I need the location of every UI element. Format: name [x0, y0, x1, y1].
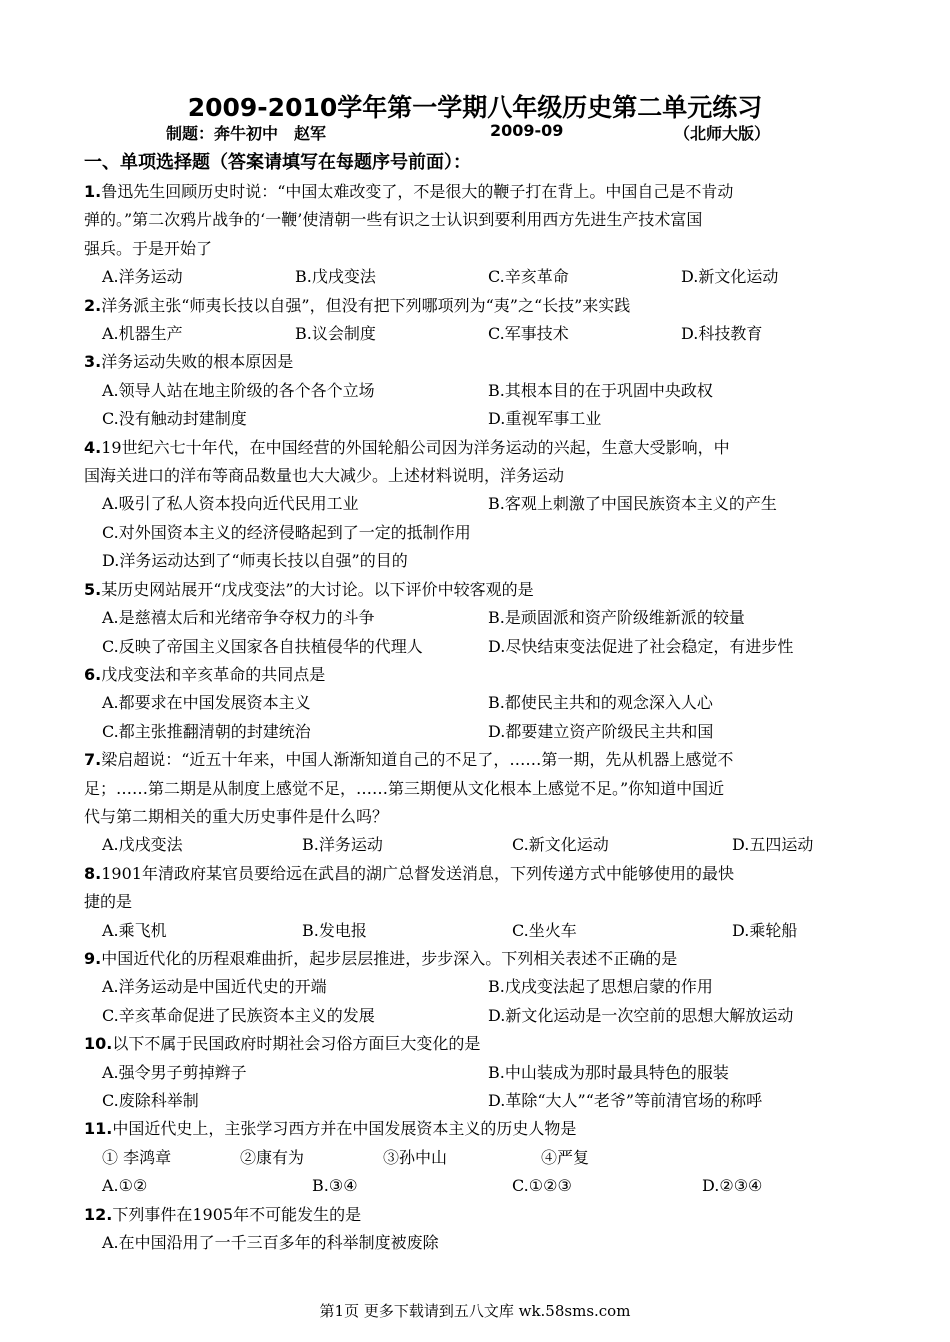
question-text: 下列事件在1905年不可能发生的是: [112, 1204, 362, 1224]
option-b: B.发电报: [302, 920, 367, 940]
option-d: D.五四运动: [732, 835, 814, 855]
options-row: [84, 490, 874, 518]
options-row: [84, 1059, 874, 1087]
options-row: [84, 320, 874, 348]
section-title: 一、单项选择题（答案请填写在每题序号前面）：: [84, 152, 471, 173]
question-text: 足；……第二期是从制度上感觉不足，……第三期便从文化根本上感觉不足。”你知道中国近: [84, 778, 725, 798]
question-4: [84, 434, 874, 576]
option-c: C.对外国资本主义的经济侵略起到了一定的抵制作用: [102, 522, 471, 542]
options-row: [84, 604, 874, 632]
option-b: B.洋务运动: [302, 835, 383, 855]
question-10: [84, 1030, 874, 1115]
options-row: [84, 718, 874, 746]
question-5: [84, 576, 874, 661]
option-c: C.都主张推翻清朝的封建统治: [102, 721, 311, 741]
option-c: C.废除科举制: [102, 1091, 199, 1110]
options-row: [84, 263, 874, 291]
options-row: [84, 405, 874, 433]
option-b: B.③④: [312, 1176, 358, 1196]
question-text: 代与第二期相关的重大历史事件是什么吗？: [84, 806, 389, 826]
option-d: D.②③④: [702, 1176, 763, 1196]
question-11: [84, 1115, 874, 1200]
question-1: [84, 178, 874, 292]
question-number: 7.: [84, 750, 102, 770]
option-a: A.强令男子剪掉辫子: [102, 1062, 247, 1082]
question-number: 3.: [84, 352, 102, 372]
options-row: [84, 633, 874, 661]
option-c: C.①②③: [512, 1176, 572, 1196]
question-number: 12.: [84, 1204, 113, 1224]
option-d: D.革除“大人”“老爷”等前清官场的称呼: [488, 1091, 763, 1110]
edition-line: （北师大版）: [674, 124, 771, 143]
question-text: 某历史网站展开“戊戌变法”的大讨论。以下评价中较客观的是: [101, 579, 534, 599]
question-text: 戊戌变法和辛亥革命的共同点是: [101, 664, 326, 684]
question-number: 11.: [84, 1119, 113, 1139]
question-number: 8.: [84, 863, 102, 883]
option-c: C.坐火车: [512, 920, 577, 940]
option-b: B.其根本目的在于巩固中央政权: [488, 380, 713, 400]
options-row: [84, 1229, 874, 1257]
question-2: [84, 292, 874, 349]
option-a: A.吸引了私人资本投向近代民用工业: [102, 494, 359, 514]
options-row: [84, 917, 874, 945]
option-c: C.反映了帝国主义国家各自扶植侵华的代理人: [102, 636, 423, 656]
option-a: A.洋务运动: [102, 267, 183, 287]
question-text: 以下不属于民国政府时期社会习俗方面巨大变化的是: [112, 1034, 481, 1054]
question-text: 弹的。”第二次鸦片战争的‘一鞭’使清朝一些有识之士认识到要利用西方先进生产技术富国: [84, 210, 703, 230]
option-a: A.都要求在中国发展资本主义: [102, 693, 311, 713]
option-d: D.乘轮船: [732, 920, 798, 940]
option-b: B.都使民主共和的观念深入人心: [488, 693, 713, 713]
question-text: 中国近代史上，主张学习西方并在中国发展资本主义的历史人物是: [112, 1119, 577, 1139]
option-d: D.都要建立资产阶级民主共和国: [488, 721, 714, 741]
question-text: 梁启超说：“近五十年来，中国人渐渐知道自己的不足了，……第一期，先从机器上感觉不: [101, 750, 734, 770]
question-text: 洋务派主张“师夷长技以自强”，但没有把下列哪项列为“夷”之“长技”来实践: [101, 295, 631, 315]
option-a: A.领导人站在地主阶级的各个各个立场: [102, 380, 375, 400]
option-d: D.科技教育: [681, 324, 763, 344]
options-row: [84, 547, 874, 575]
options-row: [84, 519, 874, 547]
option-d: D.尽快结束变法促进了社会稳定，有进步性: [488, 636, 794, 656]
page-title: 2009-2010学年第一学期八年级历史第二单元练习: [187, 93, 763, 122]
question-number: 1.: [84, 182, 102, 201]
option-a: A.戊戌变法: [102, 835, 183, 855]
question-9: [84, 945, 874, 1030]
option-a: A.①②: [102, 1176, 148, 1196]
items-row: [84, 1144, 874, 1172]
question-text: 国海关进口的洋布等商品数量也大大减少。上述材料说明，洋务运动: [84, 466, 565, 486]
option-b: B.议会制度: [295, 324, 376, 344]
question-text: 捷的是: [84, 892, 133, 912]
item-3: ③孙中山: [383, 1147, 448, 1167]
option-b: B.中山装成为那时最具特色的服装: [488, 1062, 729, 1082]
options-row: [84, 973, 874, 1001]
question-3: [84, 348, 874, 433]
item-1: ① 李鸿章: [102, 1147, 172, 1167]
question-text: 洋务运动失败的根本原因是: [101, 352, 294, 372]
question-7: [84, 746, 874, 860]
options-row: [84, 377, 874, 405]
question-number: 9.: [84, 948, 102, 968]
question-6: [84, 661, 874, 746]
options-row: [84, 1172, 874, 1200]
option-d: D.重视军事工业: [488, 409, 602, 429]
option-a: A.在中国沿用了一千三百多年的科举制度被废除: [102, 1233, 439, 1253]
question-number: 10.: [84, 1034, 113, 1054]
question-number: 6.: [84, 664, 102, 684]
page-footer: 第1页 更多下载请到五八文库 wk.58sms.com: [319, 1302, 631, 1320]
question-text: 19世纪六七十年代，在中国经营的外国轮船公司因为洋务运动的兴起，生意大受影响，中: [101, 437, 730, 457]
question-number: 5.: [84, 579, 102, 599]
option-c: C.辛亥革命: [488, 267, 569, 287]
question-8: [84, 860, 874, 945]
option-c: C.辛亥革命促进了民族资本主义的发展: [102, 1005, 375, 1025]
option-a: A.洋务运动是中国近代史的开端: [102, 977, 327, 997]
option-a: A.乘飞机: [102, 920, 167, 940]
options-row: [84, 1002, 874, 1030]
author-line: 制题：奔牛初中 赵军: [166, 124, 327, 143]
option-c: C.军事技术: [488, 324, 569, 344]
option-d: D.洋务运动达到了“师夷长技以自强”的目的: [102, 551, 408, 571]
option-b: B.客观上刺激了中国民族资本主义的产生: [488, 494, 777, 514]
option-a: A.是慈禧太后和光绪帝争夺权力的斗争: [102, 608, 375, 628]
item-2: ②康有为: [240, 1147, 305, 1167]
options-row: [84, 1087, 874, 1115]
option-a: A.机器生产: [102, 324, 183, 344]
question-number: 2.: [84, 295, 102, 315]
option-d: D.新文化运动是一次空前的思想大解放运动: [488, 1005, 794, 1025]
question-number: 4.: [84, 437, 102, 457]
question-text: 鲁迅先生回顾历史时说：“中国太难改变了，不是很大的鞭子打在背上。中国自己是不肯动: [101, 182, 734, 201]
options-row: [84, 831, 874, 859]
options-row: [84, 689, 874, 717]
option-d: D.新文化运动: [681, 267, 779, 287]
question-list: [84, 178, 874, 1257]
date-line: 2009-09: [490, 121, 564, 140]
option-b: B.是顽固派和资产阶级维新派的较量: [488, 608, 745, 628]
option-c: C.没有触动封建制度: [102, 409, 247, 429]
question-12: [84, 1201, 874, 1258]
option-c: C.新文化运动: [512, 835, 609, 855]
item-4: ④严复: [541, 1147, 590, 1167]
question-text: 1901年清政府某官员要给远在武昌的湖广总督发送消息，下列传递方式中能够使用的最快: [101, 863, 734, 883]
option-b: B.戊戌变法: [295, 267, 376, 287]
question-text: 强兵。于是开始了: [84, 238, 213, 258]
option-b: B.戊戌变法起了思想启蒙的作用: [488, 977, 713, 997]
question-text: 中国近代化的历程艰难曲折，起步层层推进，步步深入。下列相关表述不正确的是: [101, 948, 678, 968]
